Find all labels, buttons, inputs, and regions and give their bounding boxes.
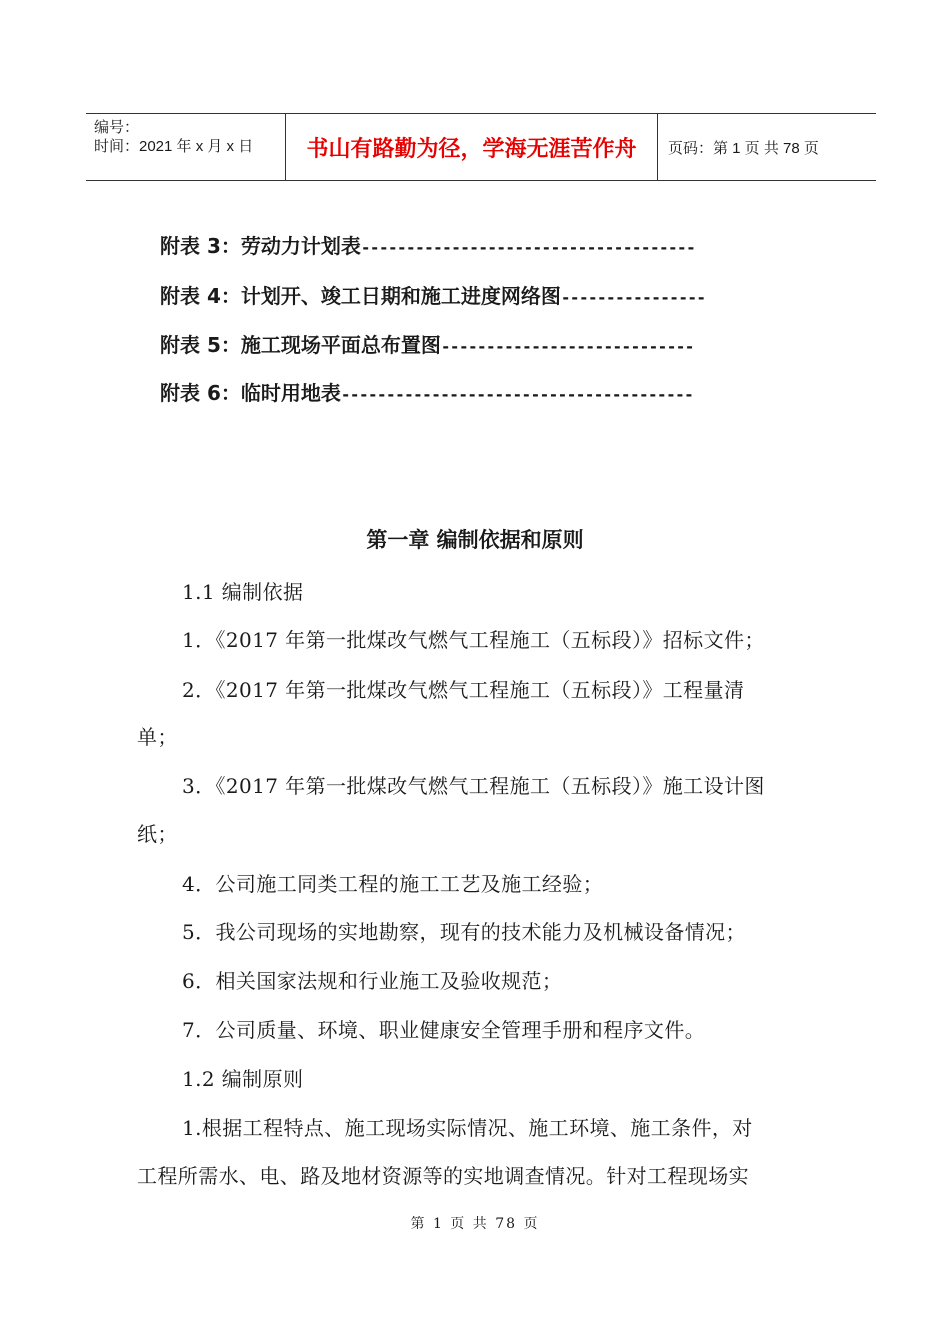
appendix-leader: ---------------------------- — [440, 337, 694, 356]
body-paragraph: 3．《2017 年第一批煤改气燃气工程施工（五标段）》施工设计图 — [182, 774, 765, 798]
body-paragraph: 1.根据工程特点、施工现场实际情况、施工环境、施工条件，对 — [182, 1116, 753, 1140]
appendix-label: 附表 6：临时用地表 — [160, 381, 341, 405]
appendix-leader: --------------------------------------- — [340, 385, 694, 404]
section-heading: 1.1 编制依据 — [182, 580, 304, 604]
body-paragraph: 5．我公司现场的实地勘察，现有的技术能力及机械设备情况； — [182, 920, 746, 944]
body-paragraph: 单； — [137, 725, 178, 749]
time-label: 时间：2021 年 x 月 x 日 — [94, 138, 254, 155]
header-page-info: 页码：第 1 页 共 78 页 — [668, 139, 819, 157]
header-meta — [86, 114, 286, 180]
appendix-label: 附表 3：劳动力计划表 — [160, 234, 361, 258]
body-paragraph: 4．公司施工同类工程的施工工艺及施工经验； — [182, 872, 604, 896]
appendix-line — [160, 230, 800, 259]
body-paragraph: 7．公司质量、环境、职业健康安全管理手册和程序文件。 — [182, 1018, 706, 1042]
body-paragraph: 6．相关国家法规和行业施工及验收规范； — [182, 969, 563, 993]
number-label: 编号： — [94, 119, 140, 136]
body-paragraph: 工程所需水、电、路及地材资源等的实地调查情况。针对工程现场实 — [137, 1164, 749, 1188]
appendix-line — [160, 329, 800, 358]
body-paragraph: 2．《2017 年第一批煤改气燃气工程施工（五标段）》工程量清 — [182, 678, 745, 702]
appendix-leader: ---------------- — [560, 288, 706, 307]
page-footer: 第 1 页 共 78 页 — [410, 1216, 540, 1232]
body-paragraph: 纸； — [137, 822, 178, 846]
chapter-title: 第一章 编制依据和原则 — [366, 528, 584, 552]
document-header — [86, 113, 876, 181]
appendix-leader: ------------------------------------- — [360, 238, 696, 257]
appendix-line — [160, 280, 800, 309]
body-paragraph: 1．《2017 年第一批煤改气燃气工程施工（五标段）》招标文件； — [182, 628, 765, 652]
appendix-label: 附表 4：计划开、竣工日期和施工进度网络图 — [160, 284, 561, 308]
header-motto: 书山有路勤为径，学海无涯苦作舟 — [286, 114, 658, 180]
section-heading: 1.2 编制原则 — [182, 1067, 304, 1091]
appendix-label: 附表 5：施工现场平面总布置图 — [160, 333, 441, 357]
appendix-line — [160, 377, 800, 406]
